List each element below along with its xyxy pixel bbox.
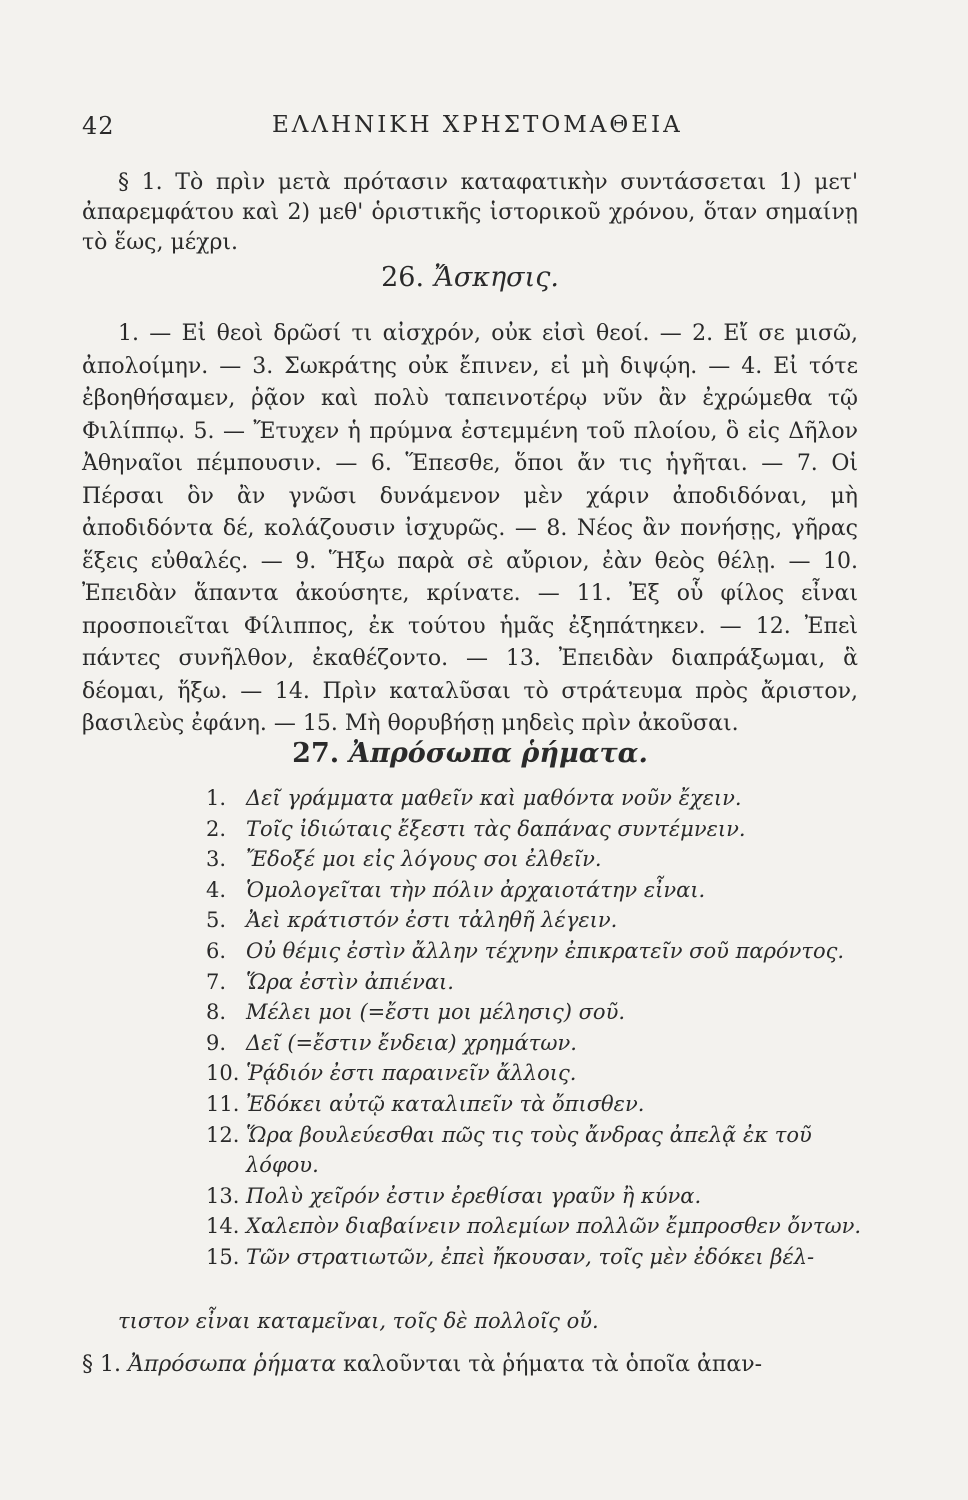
- exercise-27-continuation: τιστον εἶναι καταμεῖναι, τοῖς δὲ πολλοῖς οὔ.: [118, 1309, 599, 1333]
- section-26-number: 26.: [381, 262, 425, 293]
- exercise-27-list: [206, 783, 866, 1273]
- list-item: 12. Ὥρα βουλεύεσθαι πῶς τις τοὺς ἄνδρας ἀπελᾷ ἐκ τοῦ: [206, 1122, 812, 1147]
- rule-text: § 1. Τὸ πρὶν μετὰ πρότασιν καταφατικὴν συντάσσεται 1) μετ' ἀπαρεμφάτου καὶ 2) μεθ' ὁριστικῆς ἱστορικοῦ χρόνου, ὅταν σημαίνῃ τὸ ἕως, μέχρι.: [82, 170, 858, 255]
- list-item: 9. Δεῖ (=ἔστιν ἔνδεια) χρημάτων.: [206, 1030, 577, 1055]
- list-item: 15. Τῶν στρατιωτῶν, ἐπεὶ ἤκουσαν, τοῖς μὲν ἐδόκει βέλ-: [206, 1244, 815, 1269]
- running-title: ΕΛΛΗΝΙΚΗ ΧΡΗΣΤΟΜΑΘΕΙΑ: [272, 112, 683, 138]
- list-item: 5. Ἀεὶ κράτιστόν ἐστι τἀληθῆ λέγειν.: [206, 908, 618, 933]
- list-item: 14. Χαλεπὸν διαβαίνειν πολεμίων πολλῶν ἔμπροσθεν ὄντων.: [206, 1214, 862, 1239]
- footer-rule-term: Ἀπρόσωπα ῥήματα: [127, 1352, 337, 1377]
- footer-rule-number: § 1.: [82, 1352, 121, 1377]
- list-item: 3. Ἔδοξέ μοι εἰς λόγους σοι ἐλθεῖν.: [206, 847, 602, 872]
- list-item: 1. Δεῖ γράμματα μαθεῖν καὶ μαθόντα νοῦν ἔχειν.: [206, 786, 742, 810]
- list-item: 11. Ἐδόκει αὐτῷ καταλιπεῖν τὰ ὄπισθεν.: [206, 1091, 645, 1116]
- section-27-number: 27.: [292, 738, 340, 769]
- list-item: 4. Ὁμολογεῖται τὴν πόλιν ἀρχαιοτάτην εἶναι.: [206, 877, 706, 902]
- section-27-title: Ἀπρόσωπα ῥήματα.: [349, 738, 648, 769]
- list-item: 6. Οὐ θέμις ἐστὶν ἄλλην τέχνην ἐπικρατεῖν σοῦ παρόντος.: [206, 938, 845, 963]
- section-27-heading: [82, 738, 858, 778]
- list-item: 2. Τοῖς ἰδιώταις ἔξεστι τὰς δαπάνας συντέμνειν.: [206, 816, 746, 841]
- list-item: 13. Πολὺ χεῖρόν ἐστιν ἐρεθίσαι γραῦν ἢ κύνα.: [206, 1183, 702, 1208]
- rule-paragraph: [82, 168, 858, 258]
- list-item: 7. Ὥρα ἐστὶν ἀπιέναι.: [206, 969, 454, 994]
- footer-rule-text: καλοῦνται τὰ ῥήματα τὰ ὁποῖα ἀπαν-: [343, 1352, 763, 1377]
- exercise-26-text: 1. — Εἰ θεοὶ δρῶσί τι αἰσχρόν, οὐκ εἰσὶ θεοί. — 2. Εἴ σε μισῶ, ἀπολοίμην. — 3. Σωκράτης οὐκ ἔπινεν, εἰ μὴ διψῴη. — 4. Εἰ τότε ἐβοηθήσαμεν, ῥᾷον καὶ πολὺ ταπεινοτέρῳ νῦν ἂν ἐχρώμεθα τῷ Φιλίππῳ. 5. — Ἔτυχεν ἡ πρύμνα ἐστεμμένη τοῦ πλοίου, ὃ εἰς Δῆλον Ἀθηναῖοι πέμπουσιν. — 6. Ἕπεσθε, ὅποι ἄν τις ἡγῆται. — 7. Οἱ Πέρσαι ὃν ἂν γνῶσι δυνάμενον μὲν χάριν ἀποδιδόναι, μὴ ἀποδιδόντα δέ, κολάζουσιν ἰσχυρῶς. — 8. Νέος ἂν πονήσῃς, γῆρας ἕξεις εὐθαλές. — 9. Ἥξω παρὰ σὲ αὔριον, ἐὰν θεὸς θέλῃ. — 10. Ἐπειδὰν ἅπαντα ἀκούσητε, κρίνατε. — 11. Ἐξ οὗ φίλος εἶναι προσποιεῖται Φίλιππος, ἐκ τούτου ἡμᾶς ἐξηπάτηκεν. — 12. Ἐπεὶ πάντες συνῆλθον, ἐκαθέζοντο. — 13. Ἐπειδὰν διαπράξωμαι, ἃ δέομαι, ἥξω. — 14. Πρὶν καταλῦσαι τὸ στράτευμα πρὸς ἄριστον, βασιλεὺς ἐφάνη. — 15. Μὴ θορυβήσῃ μηδεὶς πρὶν ἀκοῦσαι.: [82, 321, 858, 736]
- section-26-heading: [82, 262, 858, 302]
- exercise-26: [82, 318, 858, 741]
- section-26-title: Ἄσκησις.: [434, 262, 559, 293]
- page-header: [82, 112, 868, 152]
- list-item: 8. Μέλει μοι (=ἔστι μοι μέλησις) σοῦ.: [206, 1000, 626, 1025]
- page-number: 42: [82, 112, 115, 140]
- footer-rule: [82, 1350, 868, 1380]
- list-item: λόφου.: [246, 1153, 319, 1178]
- list-item: 10. Ῥᾴδιόν ἐστι παραινεῖν ἄλλοις.: [206, 1061, 577, 1086]
